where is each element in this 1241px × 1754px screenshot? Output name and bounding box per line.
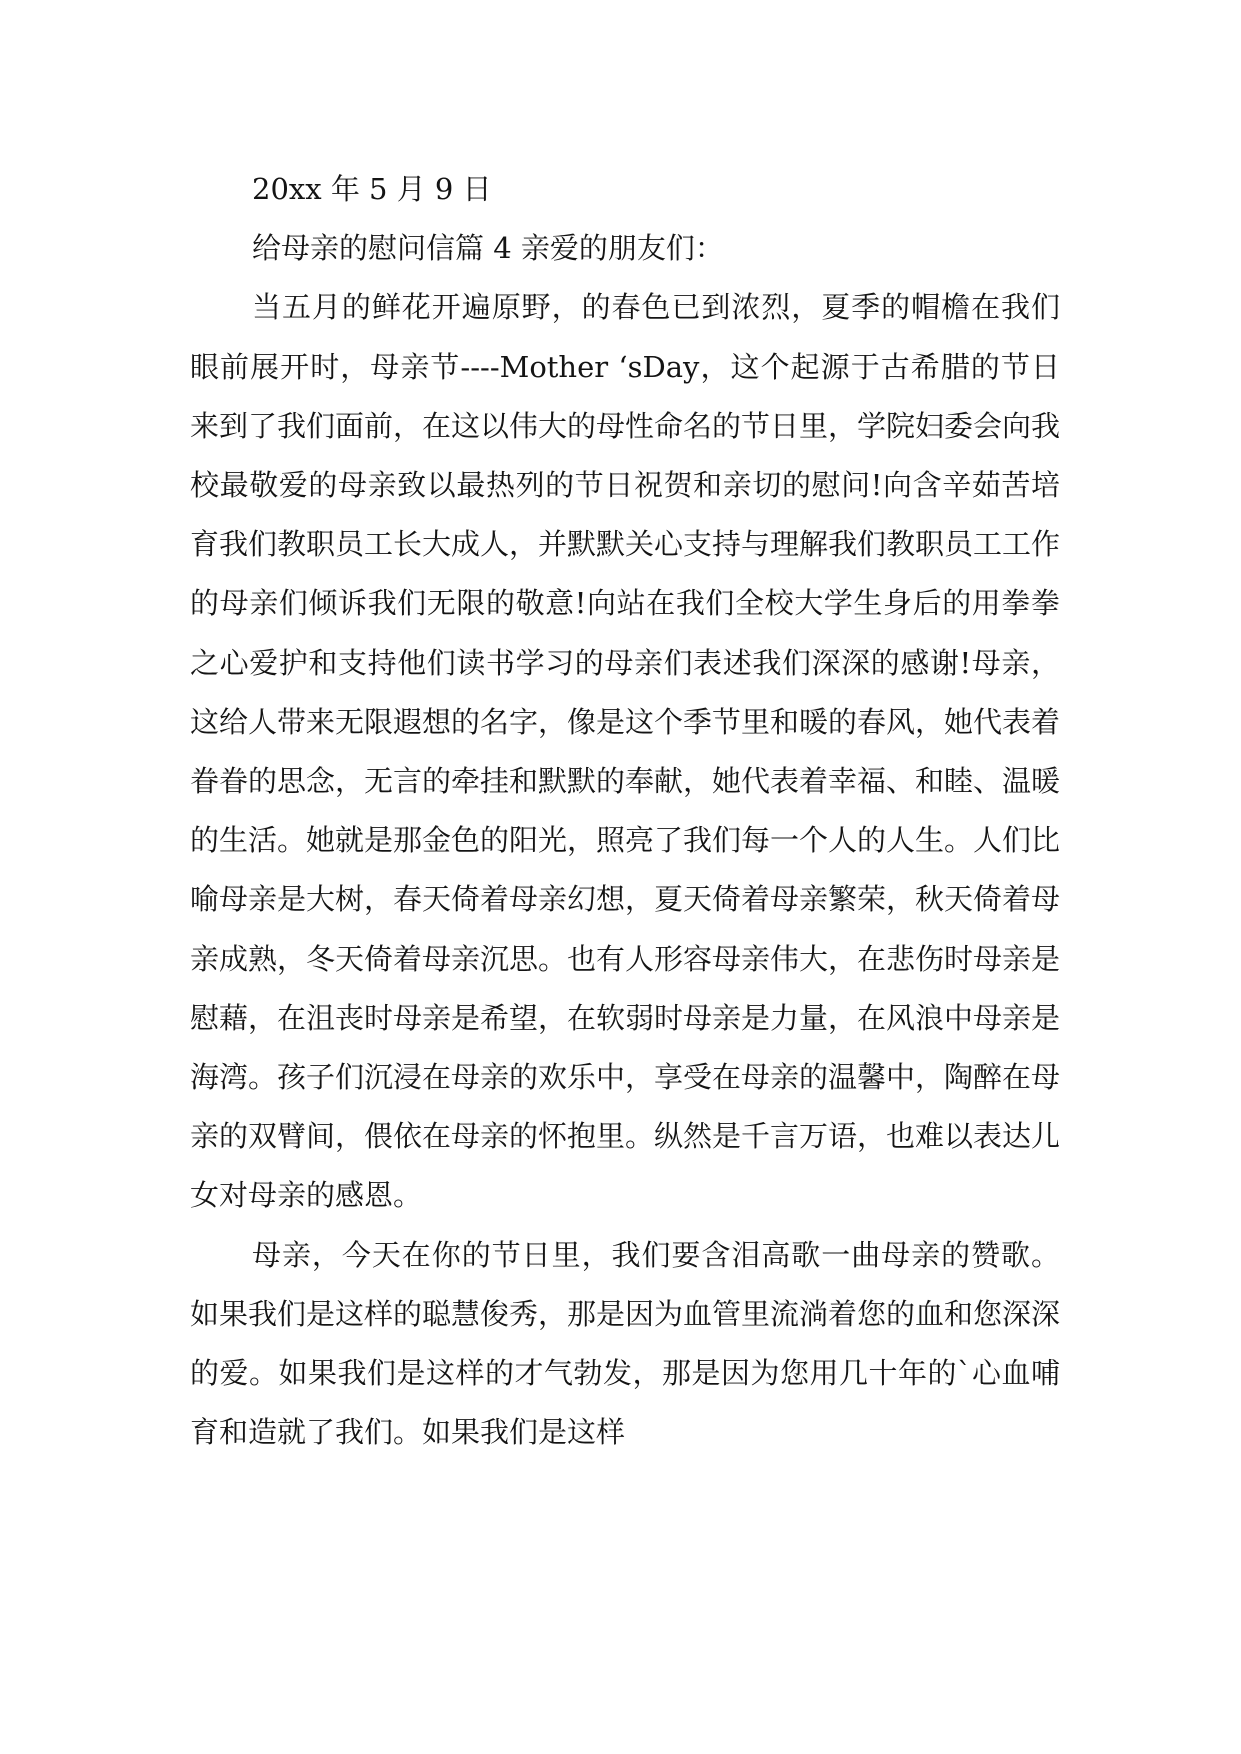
paragraph-1: 当五月的鲜花开遍原野，的春色已到浓烈，夏季的帽檐在我们眼前展开时，母亲节----Mother ‘sDay，这个起源于古希腊的节日来到了我们面前，在这以伟大的母性命名的节日里，学院妇委会向我校最敬爱的母亲致以最热列的节日祝贺和亲切的慰问!向含辛茹苦培育我们教职员工长大成人，并默默关心支持与理解我们教职员工工作的母亲们倾诉我们无限的敬意!向站在我们全校大学生身后的用拳拳之心爱护和支持他们读书学习的母亲们表述我们深深的感谢!母亲，这给人带来无限遐想的名字，像是这个季节里和暖的春风，她代表着眷眷的思念，无言的牵挂和默默的奉献，她代表着幸福、和睦、温暖的生活。她就是那金色的阳光，照亮了我们每一个人的人生。人们比喻母亲是大树，春天倚着母亲幻想，夏天倚着母亲繁荣，秋天倚着母亲成熟，冬天倚着母亲沉思。也有人形容母亲伟大，在悲伤时母亲是慰藉，在沮丧时母亲是希望，在软弱时母亲是力量，在风浪中母亲是海湾。孩子们沉浸在母亲的欢乐中，享受在母亲的温馨中，陶醉在母亲的双臂间，偎依在母亲的怀抱里。纵然是千言万语，也难以表达儿女对母亲的感恩。 bbox=[190, 290, 1061, 1213]
body-text bbox=[190, 160, 1060, 1462]
letter-date: 20xx 年 5 月 9 日 bbox=[252, 172, 492, 206]
letter-title-line: 给母亲的慰问信篇 4 亲爱的朋友们： bbox=[252, 231, 724, 266]
paragraph-2: 母亲，今天在你的节日里，我们要含泪高歌一曲母亲的赞歌。如果我们是这样的聪慧俊秀，那是因为血管里流淌着您的血和您深深的爱。如果我们是这样的才气勃发，那是因为您用几十年的`心血哺育和造就了我们。如果我们是这样 bbox=[190, 1237, 1061, 1450]
